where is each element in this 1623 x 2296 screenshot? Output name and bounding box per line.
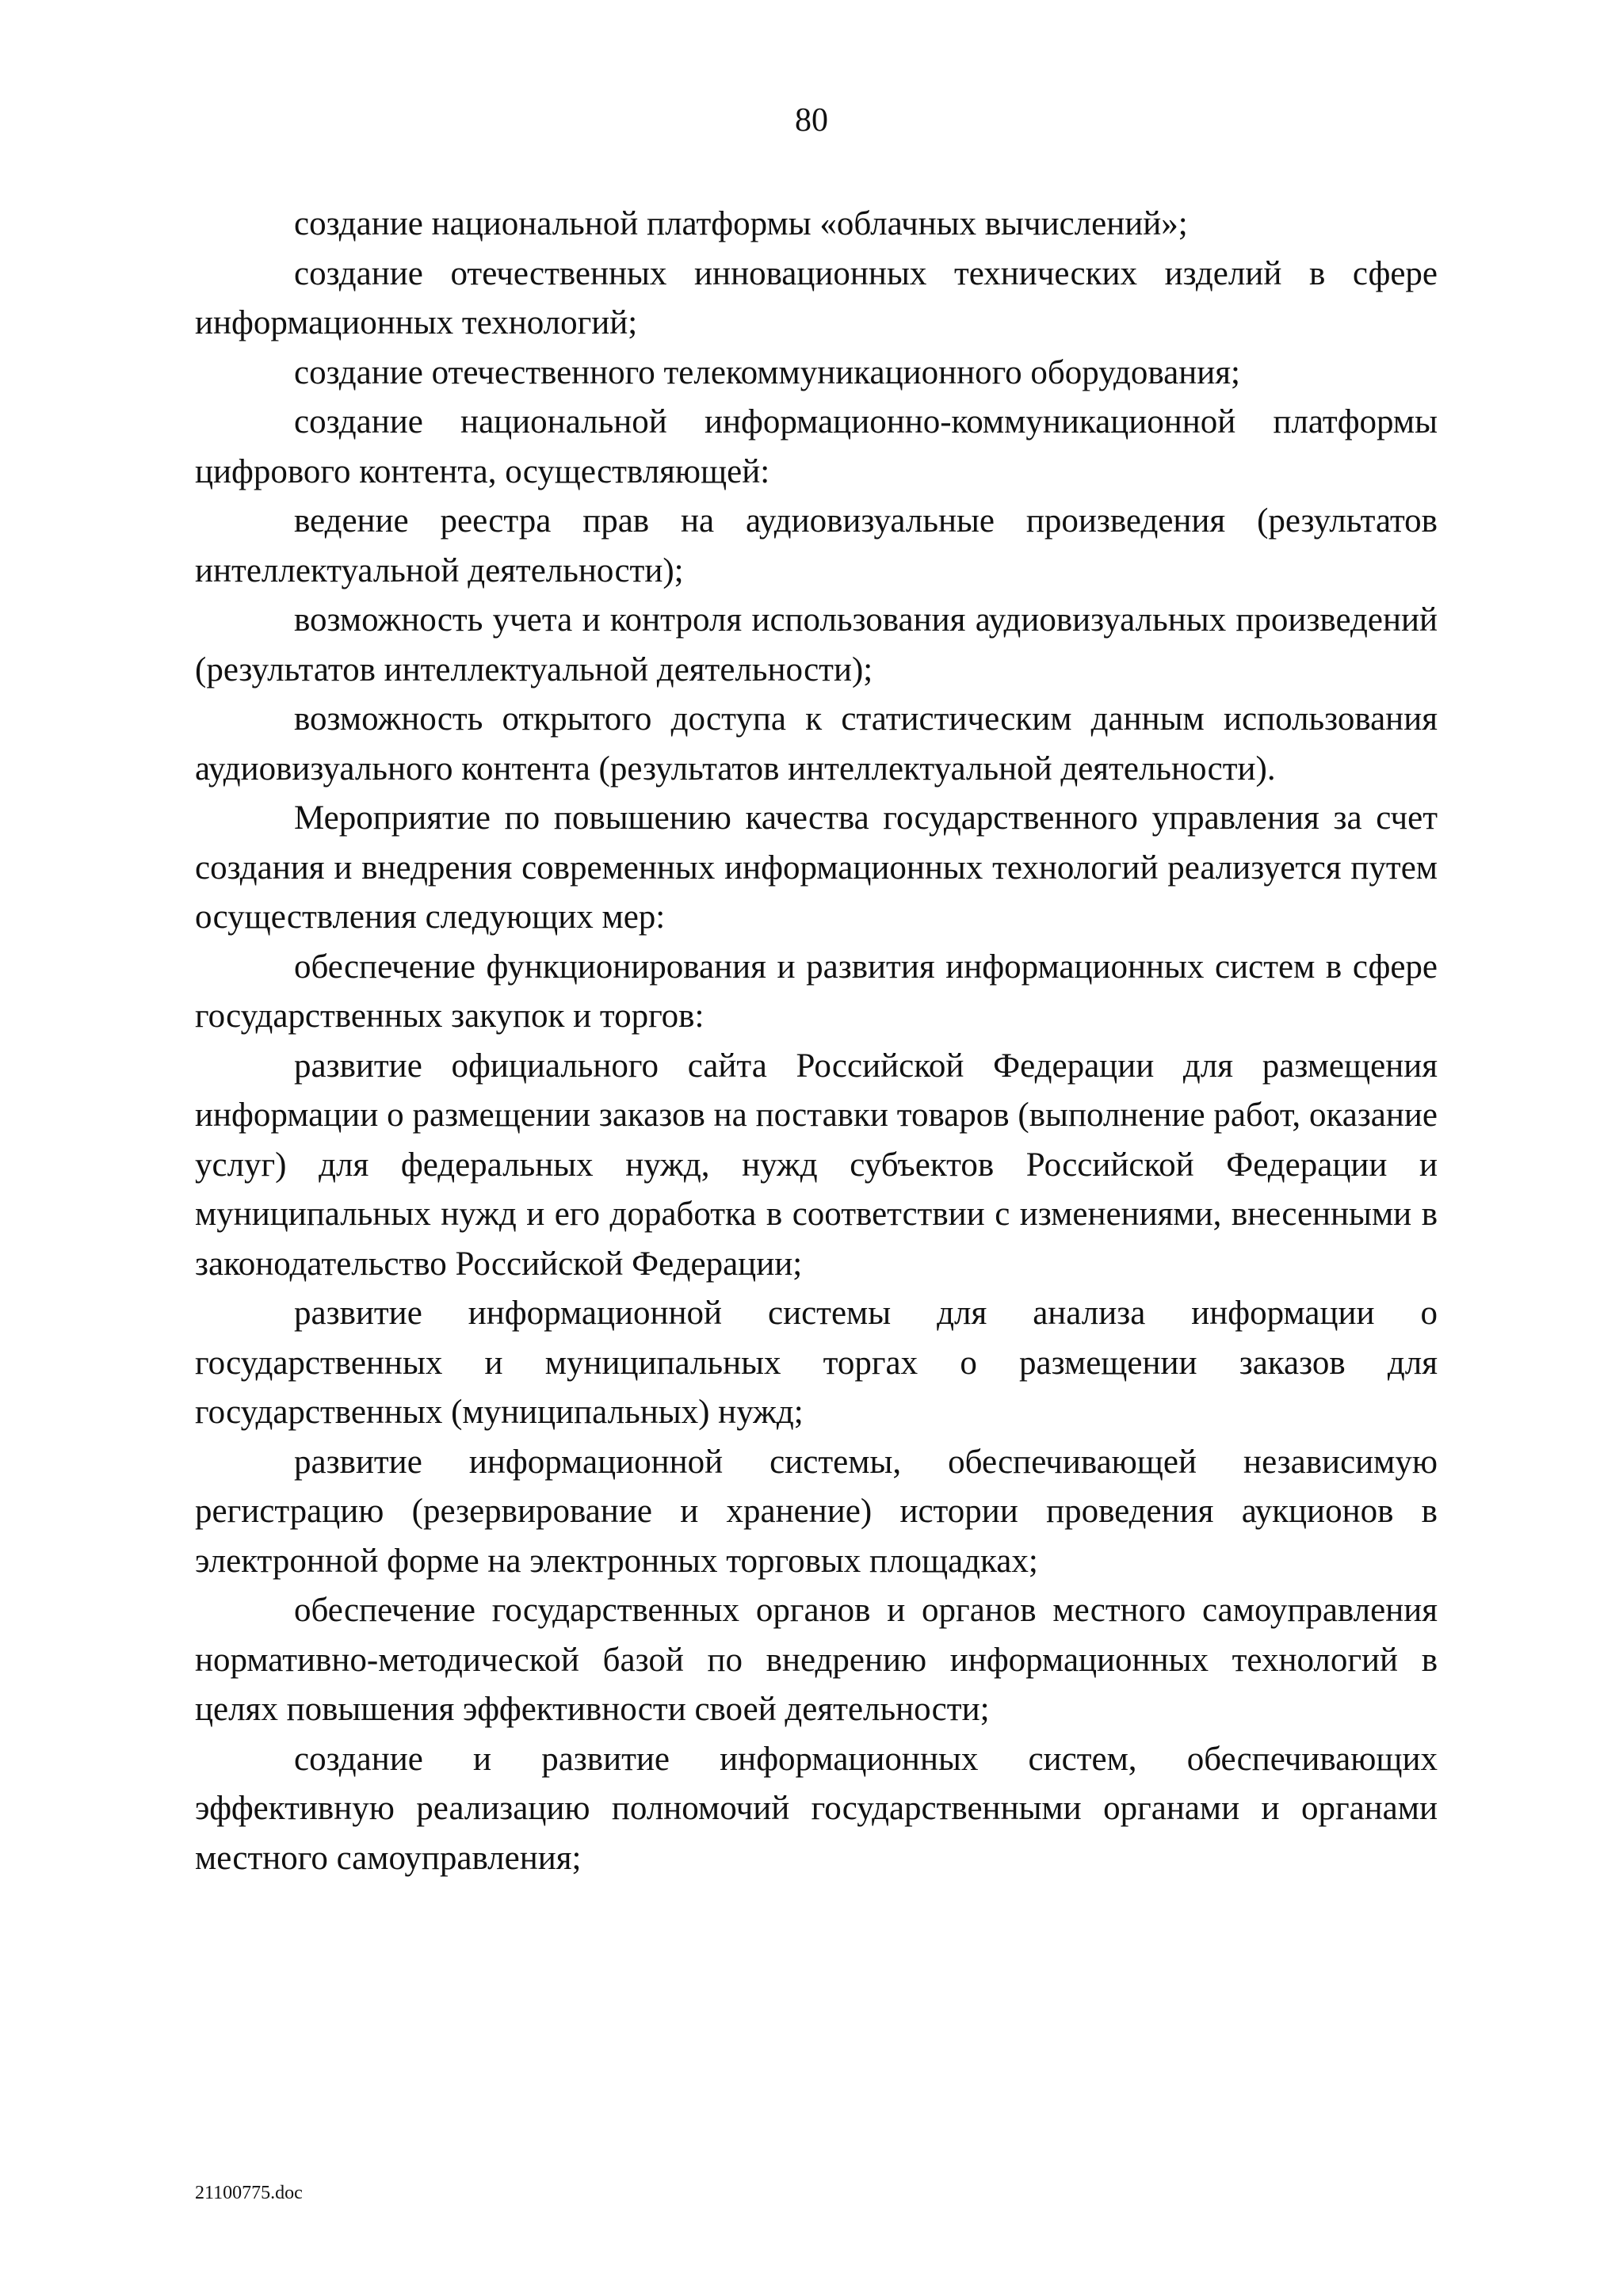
paragraph: развитие информационной системы, обеспечивающей независимую регистрацию (резервирование и хранение) истории проведения аукционов в электронной форме на электронных торговых площадках;	[195, 1443, 1438, 1580]
paragraph: создание отечественного телекоммуникационного оборудования;	[294, 353, 1240, 391]
paragraph: обеспечение функционирования и развития информационных систем в сфере государственных закупок и торгов:	[195, 948, 1438, 1035]
paragraph: создание и развитие информационных систем, обеспечивающих эффективную реализацию полномочий государственными органами и органами местного самоуправления;	[195, 1740, 1438, 1877]
document-body	[195, 200, 1438, 1883]
paragraph: создание отечественных инновационных технических изделий в сфере информационных технологий;	[195, 254, 1438, 341]
paragraph: возможность учета и контроля использования аудиовизуальных произведений (результатов интеллектуальной деятельности);	[195, 601, 1438, 688]
paragraph: развитие информационной системы для анализа информации о государственных и муниципальных торгах о размещении заказов для государственных (муниципальных) нужд;	[195, 1295, 1438, 1431]
paragraph: развитие официального сайта Российской Федерации для размещения информации о размещении заказов на поставки товаров (выполнение работ, оказание услуг) для федеральных нужд, нужд субъектов Российской Федерации и муниципальных нужд и его доработка в соответствии с изменениями, внесенными в законодательство Российской Федерации;	[195, 1047, 1438, 1283]
page-number: 80	[795, 102, 828, 139]
paragraph: Мероприятие по повышению качества государственного управления за счет создания и внедрения современных информационных технологий реализуется путем осуществления следующих мер:	[195, 799, 1438, 936]
paragraph: возможность открытого доступа к статистическим данным использования аудиовизуального контента (результатов интеллектуальной деятельности).	[195, 700, 1438, 788]
paragraph: ведение реестра прав на аудиовизуальные произведения (результатов интеллектуальной деятельности);	[195, 502, 1438, 589]
footer-filename: 21100775.doc	[195, 2183, 303, 2203]
paragraph: создание национальной информационно-коммуникационной платформы цифрового контента, осуществляющей:	[195, 403, 1438, 490]
paragraph: обеспечение государственных органов и органов местного самоуправления нормативно-методической базой по внедрению информационных технологий в целях повышения эффективности своей деятельности;	[195, 1592, 1438, 1728]
paragraph: создание национальной платформы «облачных вычислений»;	[294, 205, 1188, 242]
